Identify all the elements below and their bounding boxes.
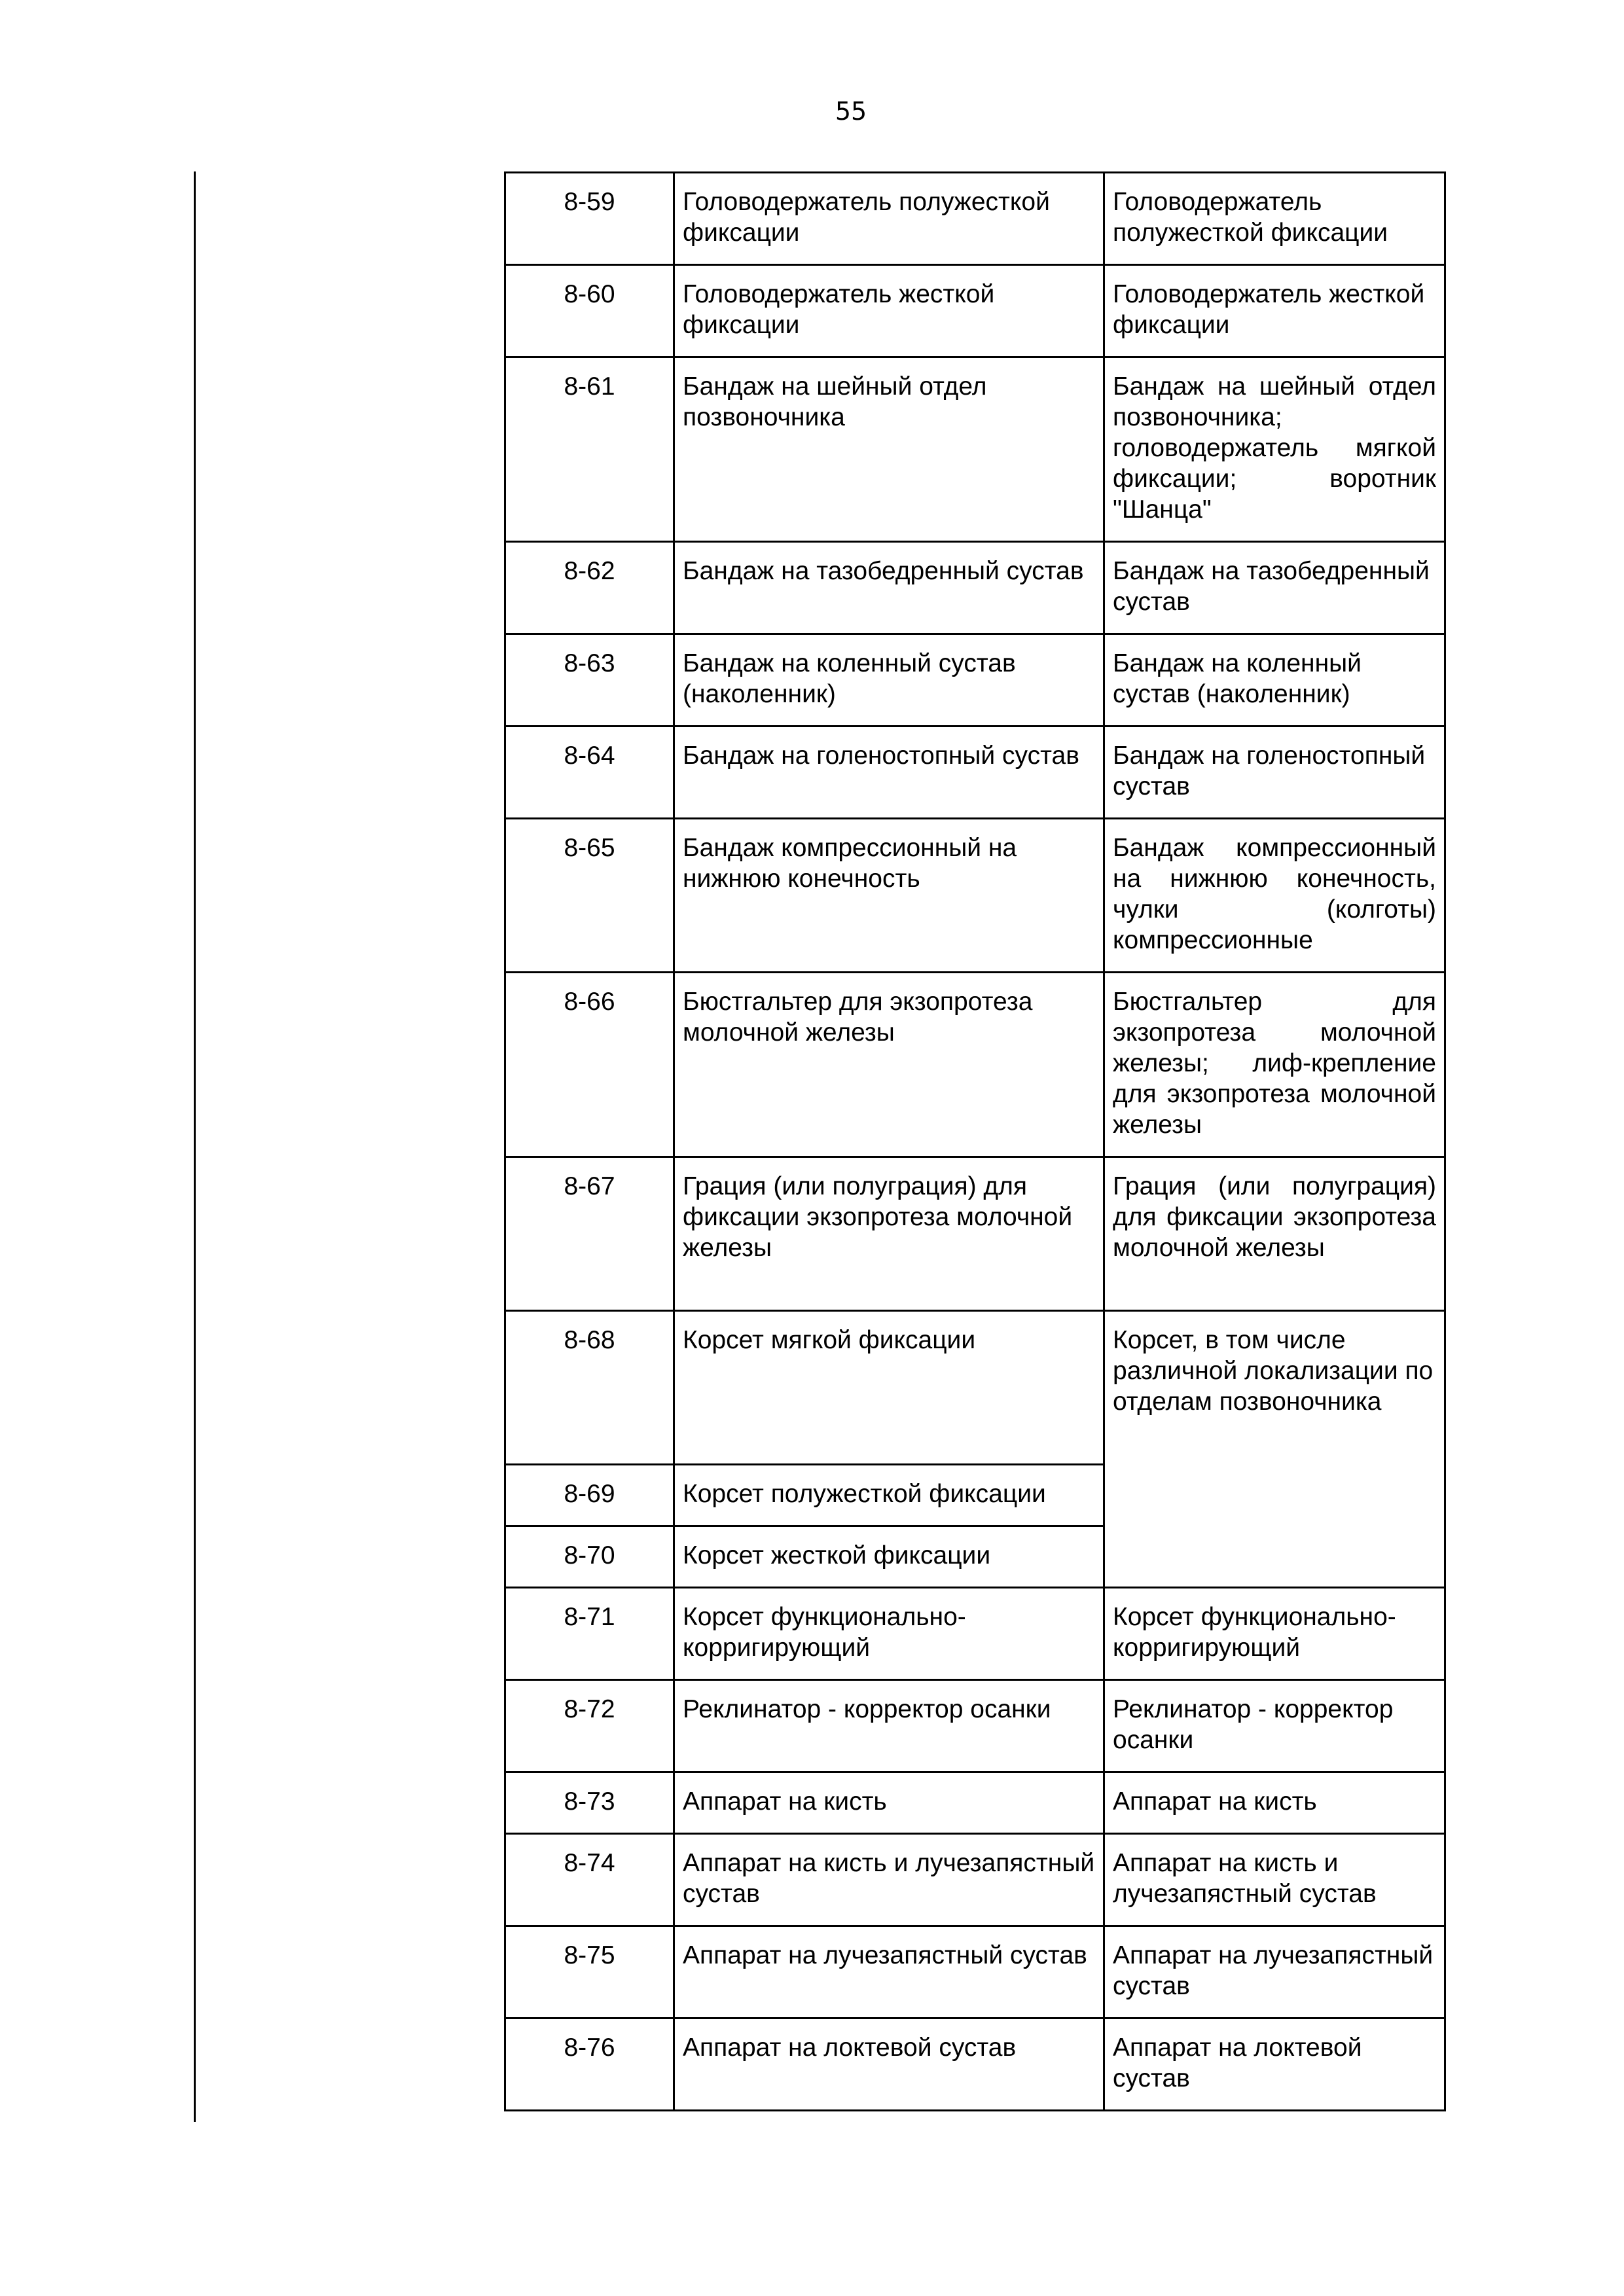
row-name: Головодержатель жесткой фиксации [674,265,1104,357]
row-code: 8-64 [505,726,674,819]
table-row [505,357,1445,542]
margin-line [194,171,196,2122]
row-code: 8-75 [505,1926,674,2018]
row-name: Корсет полужесткой фиксации [674,1465,1104,1526]
row-name: Аппарат на локтевой сустав [674,2018,1104,2111]
table-row [505,265,1445,357]
row-description: Аппарат на кисть [1104,1772,1445,1834]
row-code: 8-62 [505,542,674,634]
row-description: Бюстгальтер для экзопротеза молочной железы; лиф-крепление для экзопротеза молочной железы [1104,973,1445,1157]
row-description: Корсет, в том числе различной локализации по отделам позвоночника [1104,1311,1445,1588]
row-name: Бандаж на шейный отдел позвоночника [674,357,1104,542]
row-name: Головодержатель полужесткой фиксации [674,173,1104,265]
row-description: Реклинатор - корректор осанки [1104,1680,1445,1772]
row-name: Бандаж на голеностопный сустав [674,726,1104,819]
row-name: Реклинатор - корректор осанки [674,1680,1104,1772]
row-code: 8-59 [505,173,674,265]
row-code: 8-68 [505,1311,674,1465]
row-code: 8-76 [505,2018,674,2111]
row-code: 8-73 [505,1772,674,1834]
row-code: 8-70 [505,1526,674,1588]
row-description: Головодержатель полужесткой фиксации [1104,173,1445,265]
row-code: 8-63 [505,634,674,726]
row-code: 8-74 [505,1834,674,1926]
table-row [505,973,1445,1157]
items-table [504,171,1446,2111]
row-name: Бюстгальтер для экзопротеза молочной железы [674,973,1104,1157]
row-description: Аппарат на локтевой сустав [1104,2018,1445,2111]
row-description: Грация (или полуграция) для фиксации экзопротеза молочной железы [1104,1157,1445,1311]
row-name: Грация (или полуграция) для фиксации экзопротеза молочной железы [674,1157,1104,1311]
row-description: Аппарат на лучезапястный сустав [1104,1926,1445,2018]
row-code: 8-66 [505,973,674,1157]
table-row [505,1772,1445,1834]
table-row [505,1834,1445,1926]
row-description: Бандаж компрессионный на нижнюю конечность, чулки (колготы) компрессионные [1104,819,1445,973]
row-name: Корсет функционально-корригирующий [674,1588,1104,1680]
row-name: Бандаж компрессионный на нижнюю конечность [674,819,1104,973]
table-row [505,2018,1445,2111]
row-description: Бандаж на тазобедренный сустав [1104,542,1445,634]
row-name: Аппарат на кисть и лучезапястный сустав [674,1834,1104,1926]
row-name: Корсет жесткой фиксации [674,1526,1104,1588]
table-row [505,542,1445,634]
row-code: 8-60 [505,265,674,357]
row-code: 8-61 [505,357,674,542]
row-code: 8-71 [505,1588,674,1680]
row-description: Бандаж на голеностопный сустав [1104,726,1445,819]
row-name: Аппарат на лучезапястный сустав [674,1926,1104,2018]
row-code: 8-72 [505,1680,674,1772]
row-name: Аппарат на кисть [674,1772,1104,1834]
table-row [505,726,1445,819]
row-code: 8-65 [505,819,674,973]
table-row [505,1311,1445,1465]
table-row [505,634,1445,726]
table-row [505,1680,1445,1772]
row-description: Бандаж на коленный сустав (наколенник) [1104,634,1445,726]
table-row [505,1588,1445,1680]
row-description: Головодержатель жесткой фиксации [1104,265,1445,357]
row-description: Корсет функционально-корригирующий [1104,1588,1445,1680]
row-code: 8-67 [505,1157,674,1311]
row-description: Бандаж на шейный отдел позвоночника; головодержатель мягкой фиксации; воротник "Шанца" [1104,357,1445,542]
table-row [505,819,1445,973]
table-row [505,1157,1445,1311]
row-name: Бандаж на тазобедренный сустав [674,542,1104,634]
row-code: 8-69 [505,1465,674,1526]
page-number: 55 [835,97,867,126]
table-row [505,173,1445,265]
row-name: Бандаж на коленный сустав (наколенник) [674,634,1104,726]
row-name: Корсет мягкой фиксации [674,1311,1104,1465]
row-description: Аппарат на кисть и лучезапястный сустав [1104,1834,1445,1926]
table-row [505,1926,1445,2018]
